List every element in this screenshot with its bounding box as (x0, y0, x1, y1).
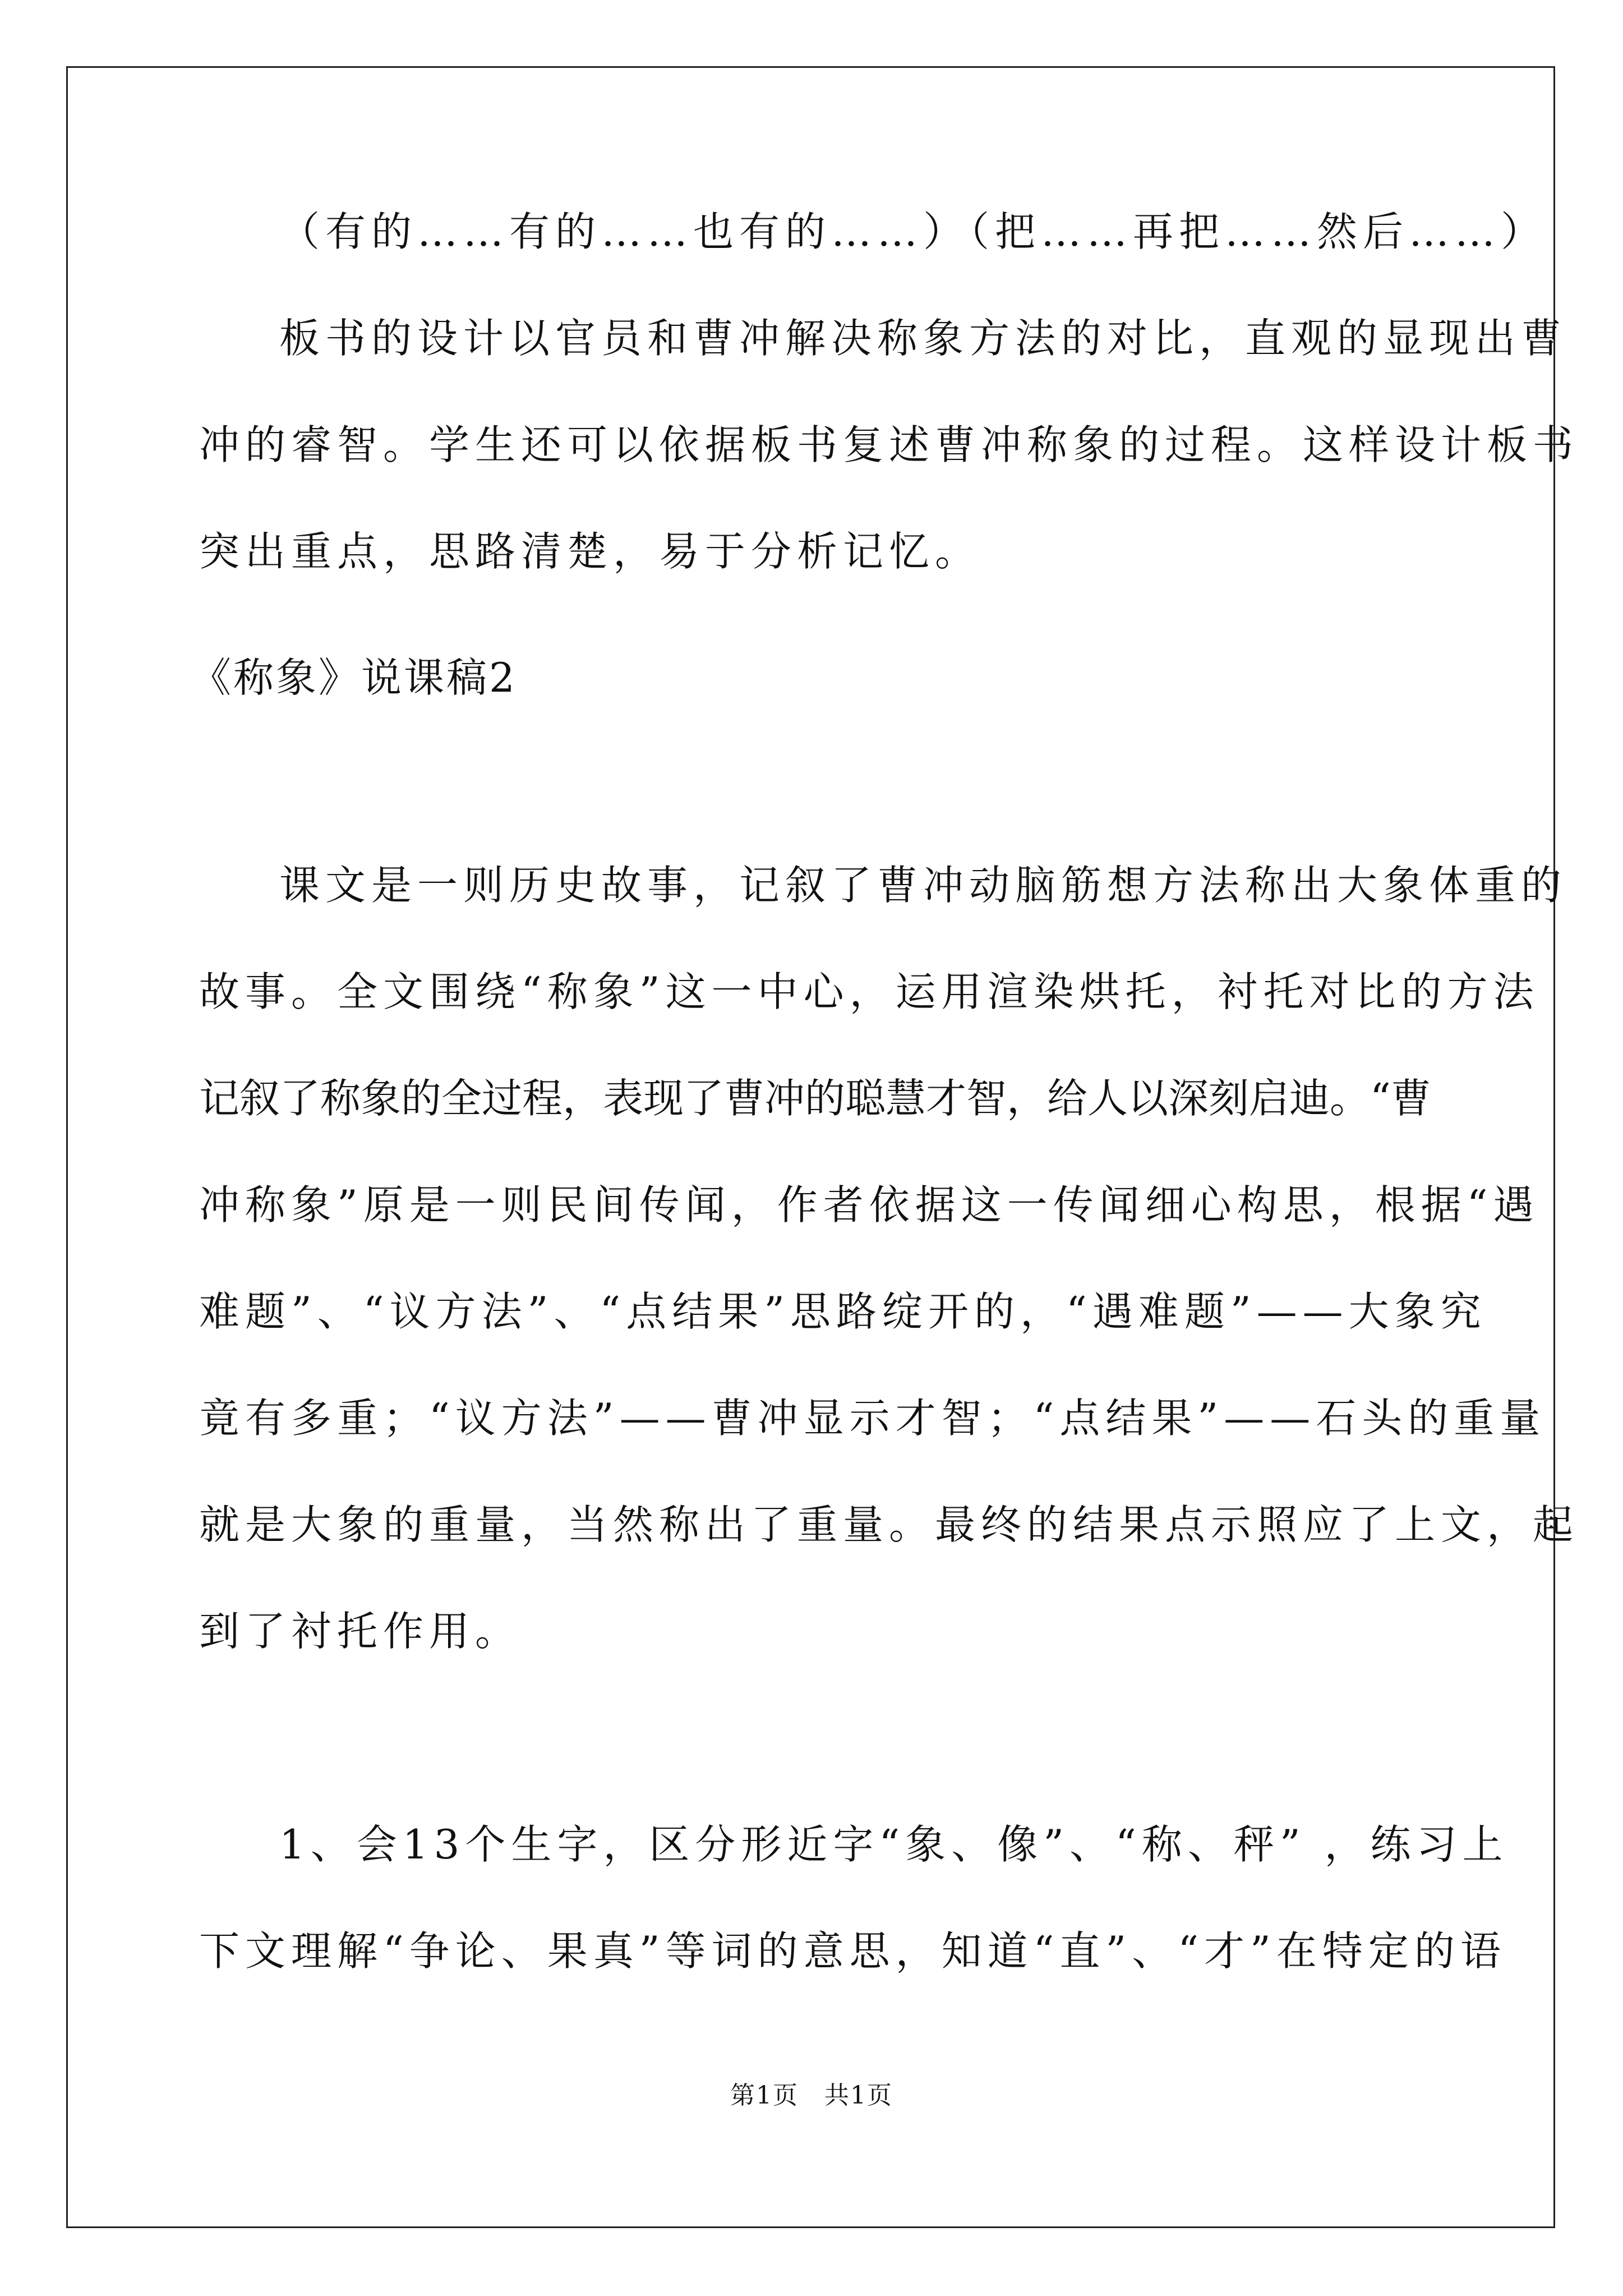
paragraph-line: 记叙了称象的全过程，表现了曹冲的聪慧才智，给人以深刻启迪。“曹 (199, 1075, 1431, 1122)
paragraph-line: 故事。全文围绕“称象”这一中心，运用渲染烘托，衬托对比的方法 (199, 968, 1539, 1015)
paragraph-line: 突出重点，思路清楚，易于分析记忆。 (199, 528, 981, 575)
page-border (66, 66, 1579, 2228)
page-footer: 第1页 共1页 (730, 2081, 893, 2110)
paragraph-line: 竟有多重；“议方法”——曹冲显示才智；“点结果”——石头的重量 (199, 1395, 1546, 1442)
paragraph-line: 冲的睿智。学生还可以依据板书复述曹冲称象的过程。这样设计板书 (199, 421, 1579, 468)
paragraph-line: 板书的设计以官员和曹冲解决称象方法的对比，直观的显现出曹 (279, 315, 1567, 362)
paragraph-line: 1、会13个生字，区分形近字“象、像”、“称、秤” ，练习上 (279, 1821, 1509, 1868)
paragraph-line: 下文理解“争论、果真”等词的意思，知道“直”、“才”在特定的语 (199, 1927, 1506, 1975)
paragraph-line: 难题”、“议方法”、“点结果”思路绽开的，“遇难题”——大象究 (199, 1288, 1487, 1335)
paragraph-line: 到了衬托作用。 (199, 1608, 522, 1655)
paragraph-line: （有的……有的……也有的……）（把……再把……然后……） (279, 208, 1547, 255)
section-heading: 《称象》说课稿2 (191, 654, 517, 701)
paragraph-line: 就是大象的重量，当然称出了重量。最终的结果点示照应了上文，起 (199, 1501, 1579, 1548)
paragraph-line: 课文是一则历史故事，记叙了曹冲动脑筋想方法称出大象体重的 (279, 862, 1567, 909)
paragraph-line: 冲称象”原是一则民间传闻，作者依据这一传闻细心构思，根据“遇 (199, 1181, 1539, 1228)
